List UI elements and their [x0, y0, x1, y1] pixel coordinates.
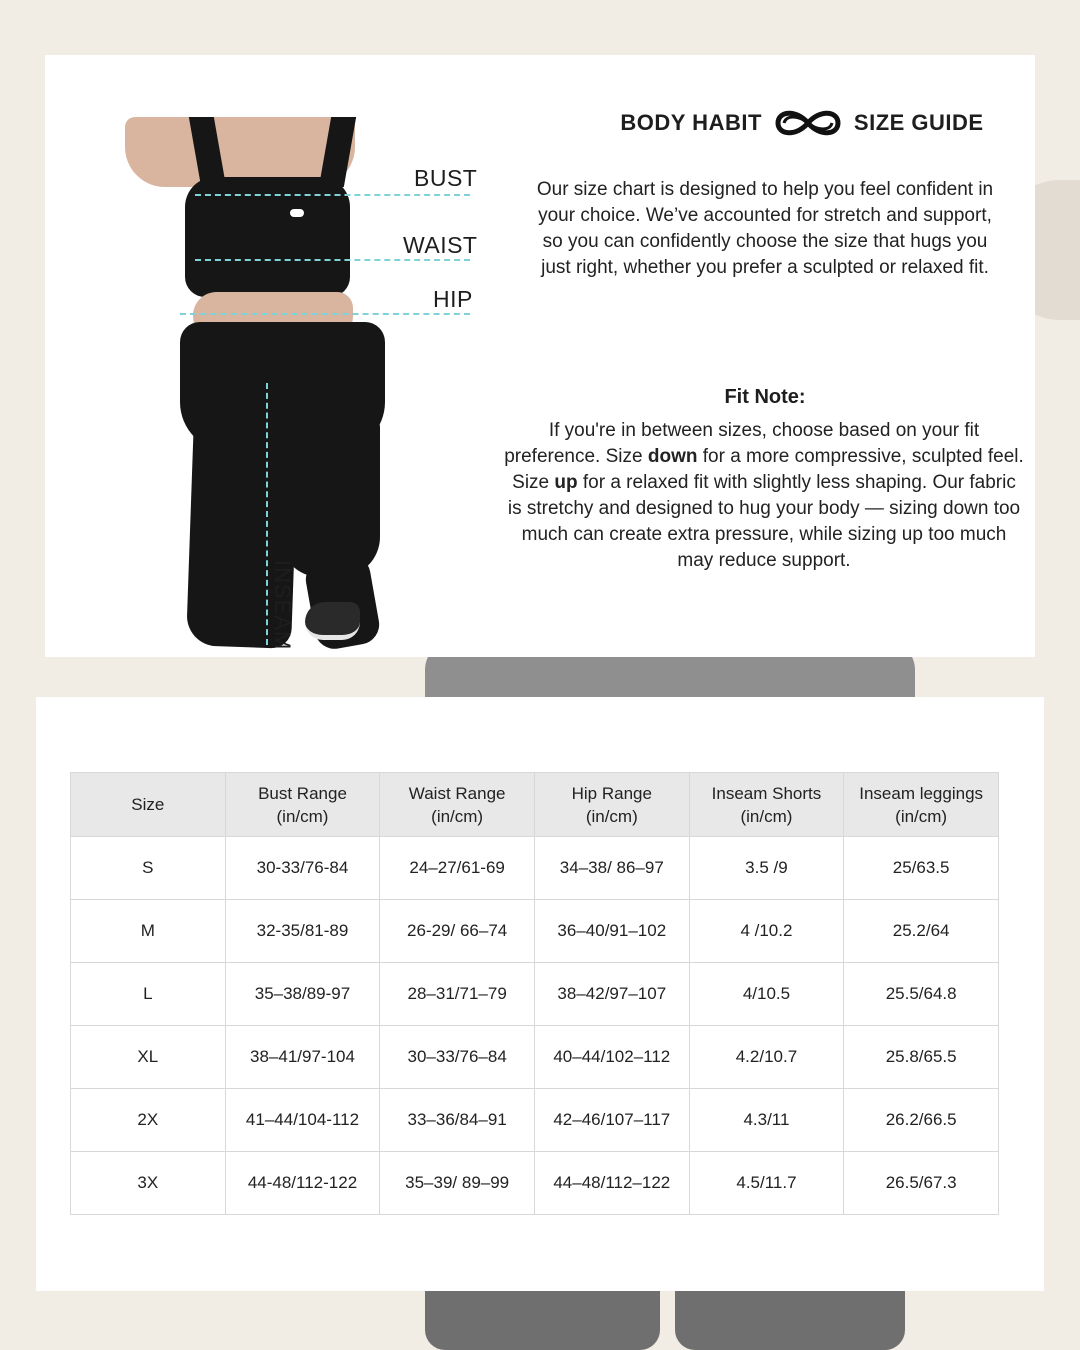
table-cell: 25.8/65.5 [844, 1026, 999, 1089]
table-cell: 42–46/107–117 [534, 1089, 689, 1152]
header-size: Size [71, 773, 226, 837]
table-cell: M [71, 900, 226, 963]
fit-note-text-3: for a relaxed fit with slightly less shaping. Our fabric is stretchy and designed to hug your body — sizing down too much can create extra pressure, while sizing up too much may reduce support. [507, 472, 1021, 571]
header-inseam-leggings: Inseam leggings (in/cm) [844, 773, 999, 837]
fit-note-text-2: for a more compressive, sculpted feel. Size [512, 446, 1024, 493]
table-cell: 3.5 /9 [689, 837, 844, 900]
table-cell: 4.2/10.7 [689, 1026, 844, 1089]
table-cell: 35–39/ 89–99 [380, 1152, 535, 1215]
header-bust: Bust Range (in/cm) [225, 773, 380, 837]
inseam-line [266, 383, 268, 645]
table-cell: 2X [71, 1089, 226, 1152]
table-cell: 36–40/91–102 [534, 900, 689, 963]
table-cell: 30–33/76–84 [380, 1026, 535, 1089]
hip-label: HIP [433, 286, 473, 312]
hip-line [180, 313, 470, 315]
table-cell: 25/63.5 [844, 837, 999, 900]
size-guide-card [45, 55, 1035, 657]
fit-note-title: Fit Note: [724, 386, 806, 408]
background-model-leg-right [675, 1290, 905, 1350]
size-chart-table [70, 772, 999, 1215]
table-cell: 4 /10.2 [689, 900, 844, 963]
table-cell: 44–48/112–122 [534, 1152, 689, 1215]
table-row [71, 963, 999, 1026]
table-cell: 25.5/64.8 [844, 963, 999, 1026]
background-model-leg-left [425, 1290, 660, 1350]
table-cell: 26-29/ 66–74 [380, 900, 535, 963]
table-cell: 4/10.5 [689, 963, 844, 1026]
table-cell: 4.3/11 [689, 1089, 844, 1152]
model-figure [125, 117, 478, 652]
table-row [71, 1089, 999, 1152]
table-cell: 44-48/112-122 [225, 1152, 380, 1215]
leggings-right-leg [280, 417, 380, 577]
infinity-knot-icon [770, 103, 846, 143]
intro-text: Our size chart is designed to help you feel confident in your choice. We’ve accounted for stretch and support, so you can confidently choose the size that hugs you just right, whether you prefer a sculpted or relaxed fit. [536, 179, 994, 278]
table-cell: L [71, 963, 226, 1026]
table-cell: 40–44/102–112 [534, 1026, 689, 1089]
size-chart-card [36, 697, 1044, 1291]
table-cell: 34–38/ 86–97 [534, 837, 689, 900]
header-inseam-shorts: Inseam Shorts (in/cm) [689, 773, 844, 837]
table-cell: 26.5/67.3 [844, 1152, 999, 1215]
brand-name: BODY HABIT [620, 110, 762, 135]
table-row [71, 1152, 999, 1215]
shoe-icon [305, 602, 360, 640]
header-waist: Waist Range (in/cm) [380, 773, 535, 837]
table-cell: 3X [71, 1152, 226, 1215]
table-cell: 38–42/97–107 [534, 963, 689, 1026]
table-row [71, 900, 999, 963]
fit-note-down: down [647, 446, 698, 467]
table-cell: 4.5/11.7 [689, 1152, 844, 1215]
brand-header [582, 103, 1022, 143]
table-cell: 26.2/66.5 [844, 1089, 999, 1152]
table-cell: XL [71, 1026, 226, 1089]
table-cell: 35–38/89-97 [225, 963, 380, 1026]
table-cell: 25.2/64 [844, 900, 999, 963]
table-row [71, 1026, 999, 1089]
table-cell: S [71, 837, 226, 900]
table-cell: 41–44/104-112 [225, 1089, 380, 1152]
guide-title: SIZE GUIDE [853, 110, 984, 135]
table-cell: 32-35/81-89 [225, 900, 380, 963]
fit-note-up: up [554, 472, 578, 493]
waist-line [195, 259, 470, 261]
table-cell: 30-33/76-84 [225, 837, 380, 900]
table-cell: 28–31/71–79 [380, 963, 535, 1026]
table-cell: 33–36/84–91 [380, 1089, 535, 1152]
table-header-row [71, 773, 999, 837]
bust-label: BUST [414, 165, 478, 191]
table-cell: 38–41/97-104 [225, 1026, 380, 1089]
inseam-label: INSEAM [270, 560, 295, 651]
header-hip: Hip Range (in/cm) [534, 773, 689, 837]
table-row [71, 837, 999, 900]
fit-note-text-1: If you're in between sizes, choose based on your fit preference. Size [504, 420, 980, 467]
bust-line [195, 194, 470, 196]
bra-logo-icon [290, 209, 304, 217]
waist-label: WAIST [403, 232, 478, 258]
table-cell: 24–27/61-69 [380, 837, 535, 900]
fit-note-body [503, 418, 1025, 574]
